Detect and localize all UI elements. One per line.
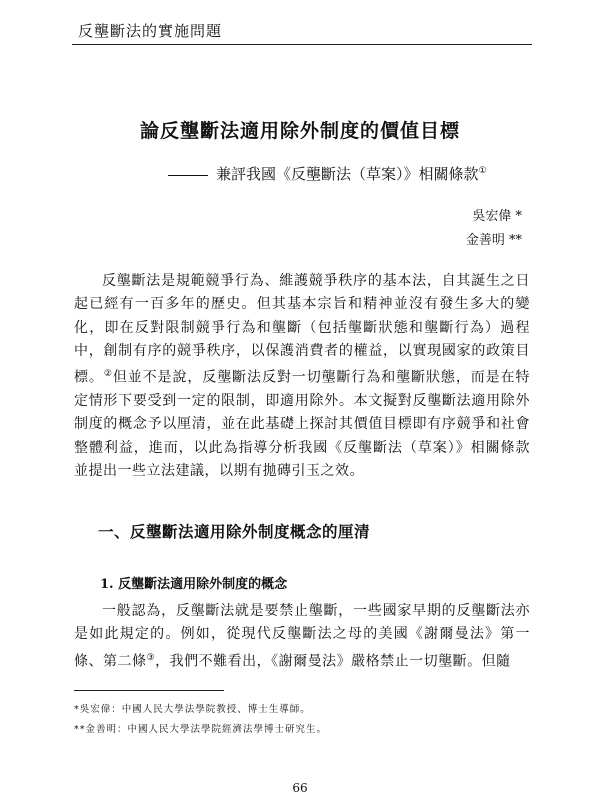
- running-header: 反壟斷法的實施問題: [78, 22, 223, 40]
- author-1: 吳宏偉 *: [472, 209, 522, 224]
- paragraph-text: 但並不是說，反壟斷法反對一切壟斷行為和壟斷狀態，而是在特定情形下要受到一定的限制，即適用除外。本文擬對反壟斷法適用除外制度的概念予以厘清，並在此基礎上探討其價值目標即有序競爭和社會整體利益，進而，以此為指導分析我國《反壟斷法（草案）》相關條款並提出一些立法建議，以期有拋磚引玉之效。: [74, 369, 530, 480]
- intro-paragraph: [74, 270, 530, 483]
- section-heading: 一、反壟斷法適用除外制度概念的厘清: [98, 522, 371, 541]
- author-2: 金善明 **: [465, 233, 522, 248]
- subsection-heading: 1. 反壟斷法適用除外制度的概念: [100, 577, 288, 592]
- body-paragraph: [74, 600, 530, 674]
- paragraph-text: 一般認為，反壟斷法就是要禁止壟斷，一些國家早期的反壟斷法亦是如此規定的。例如，從現代反壟斷法之母的美國《謝爾曼法》第一條、第二條: [74, 603, 530, 670]
- footnote-rule: [74, 690, 224, 691]
- footnote-2: **金善明：中國人民大學法學院經濟法學博士研究生。: [74, 724, 328, 735]
- paragraph-text: ，我們不難看出，《謝爾曼法》嚴格禁止一切壟斷。但隨: [155, 653, 511, 670]
- footnote-marker: ③: [146, 652, 156, 663]
- article-title: 論反壟斷法適用除外制度的價值目標: [139, 120, 460, 142]
- subtitle-dash: [168, 175, 208, 176]
- page-number: 66: [292, 781, 308, 795]
- footnote-marker: ②: [103, 369, 113, 380]
- header-rule: [72, 44, 532, 45]
- article-subtitle: [168, 163, 487, 184]
- footnote-marker: ①: [478, 166, 487, 176]
- paragraph-text: 反壟斷法是規範競爭行為、維護競爭秩序的基本法，自其誕生之日起已經有一百多年的歷史。但其基本宗旨和精神並沒有發生多大的變化，即在反對限制競爭行為和壟斷（包括壟斷狀態和壟斷行為）過程中，創制有序的競爭秩序，以保護消費者的權益，以實現國家的政策目標。: [74, 273, 530, 386]
- subtitle-text: 兼評我國《反壟斷法（草案）》相關條款: [216, 165, 479, 183]
- footnote-1: *吳宏偉：中國人民大學法學院教授、博士生導師。: [74, 704, 311, 715]
